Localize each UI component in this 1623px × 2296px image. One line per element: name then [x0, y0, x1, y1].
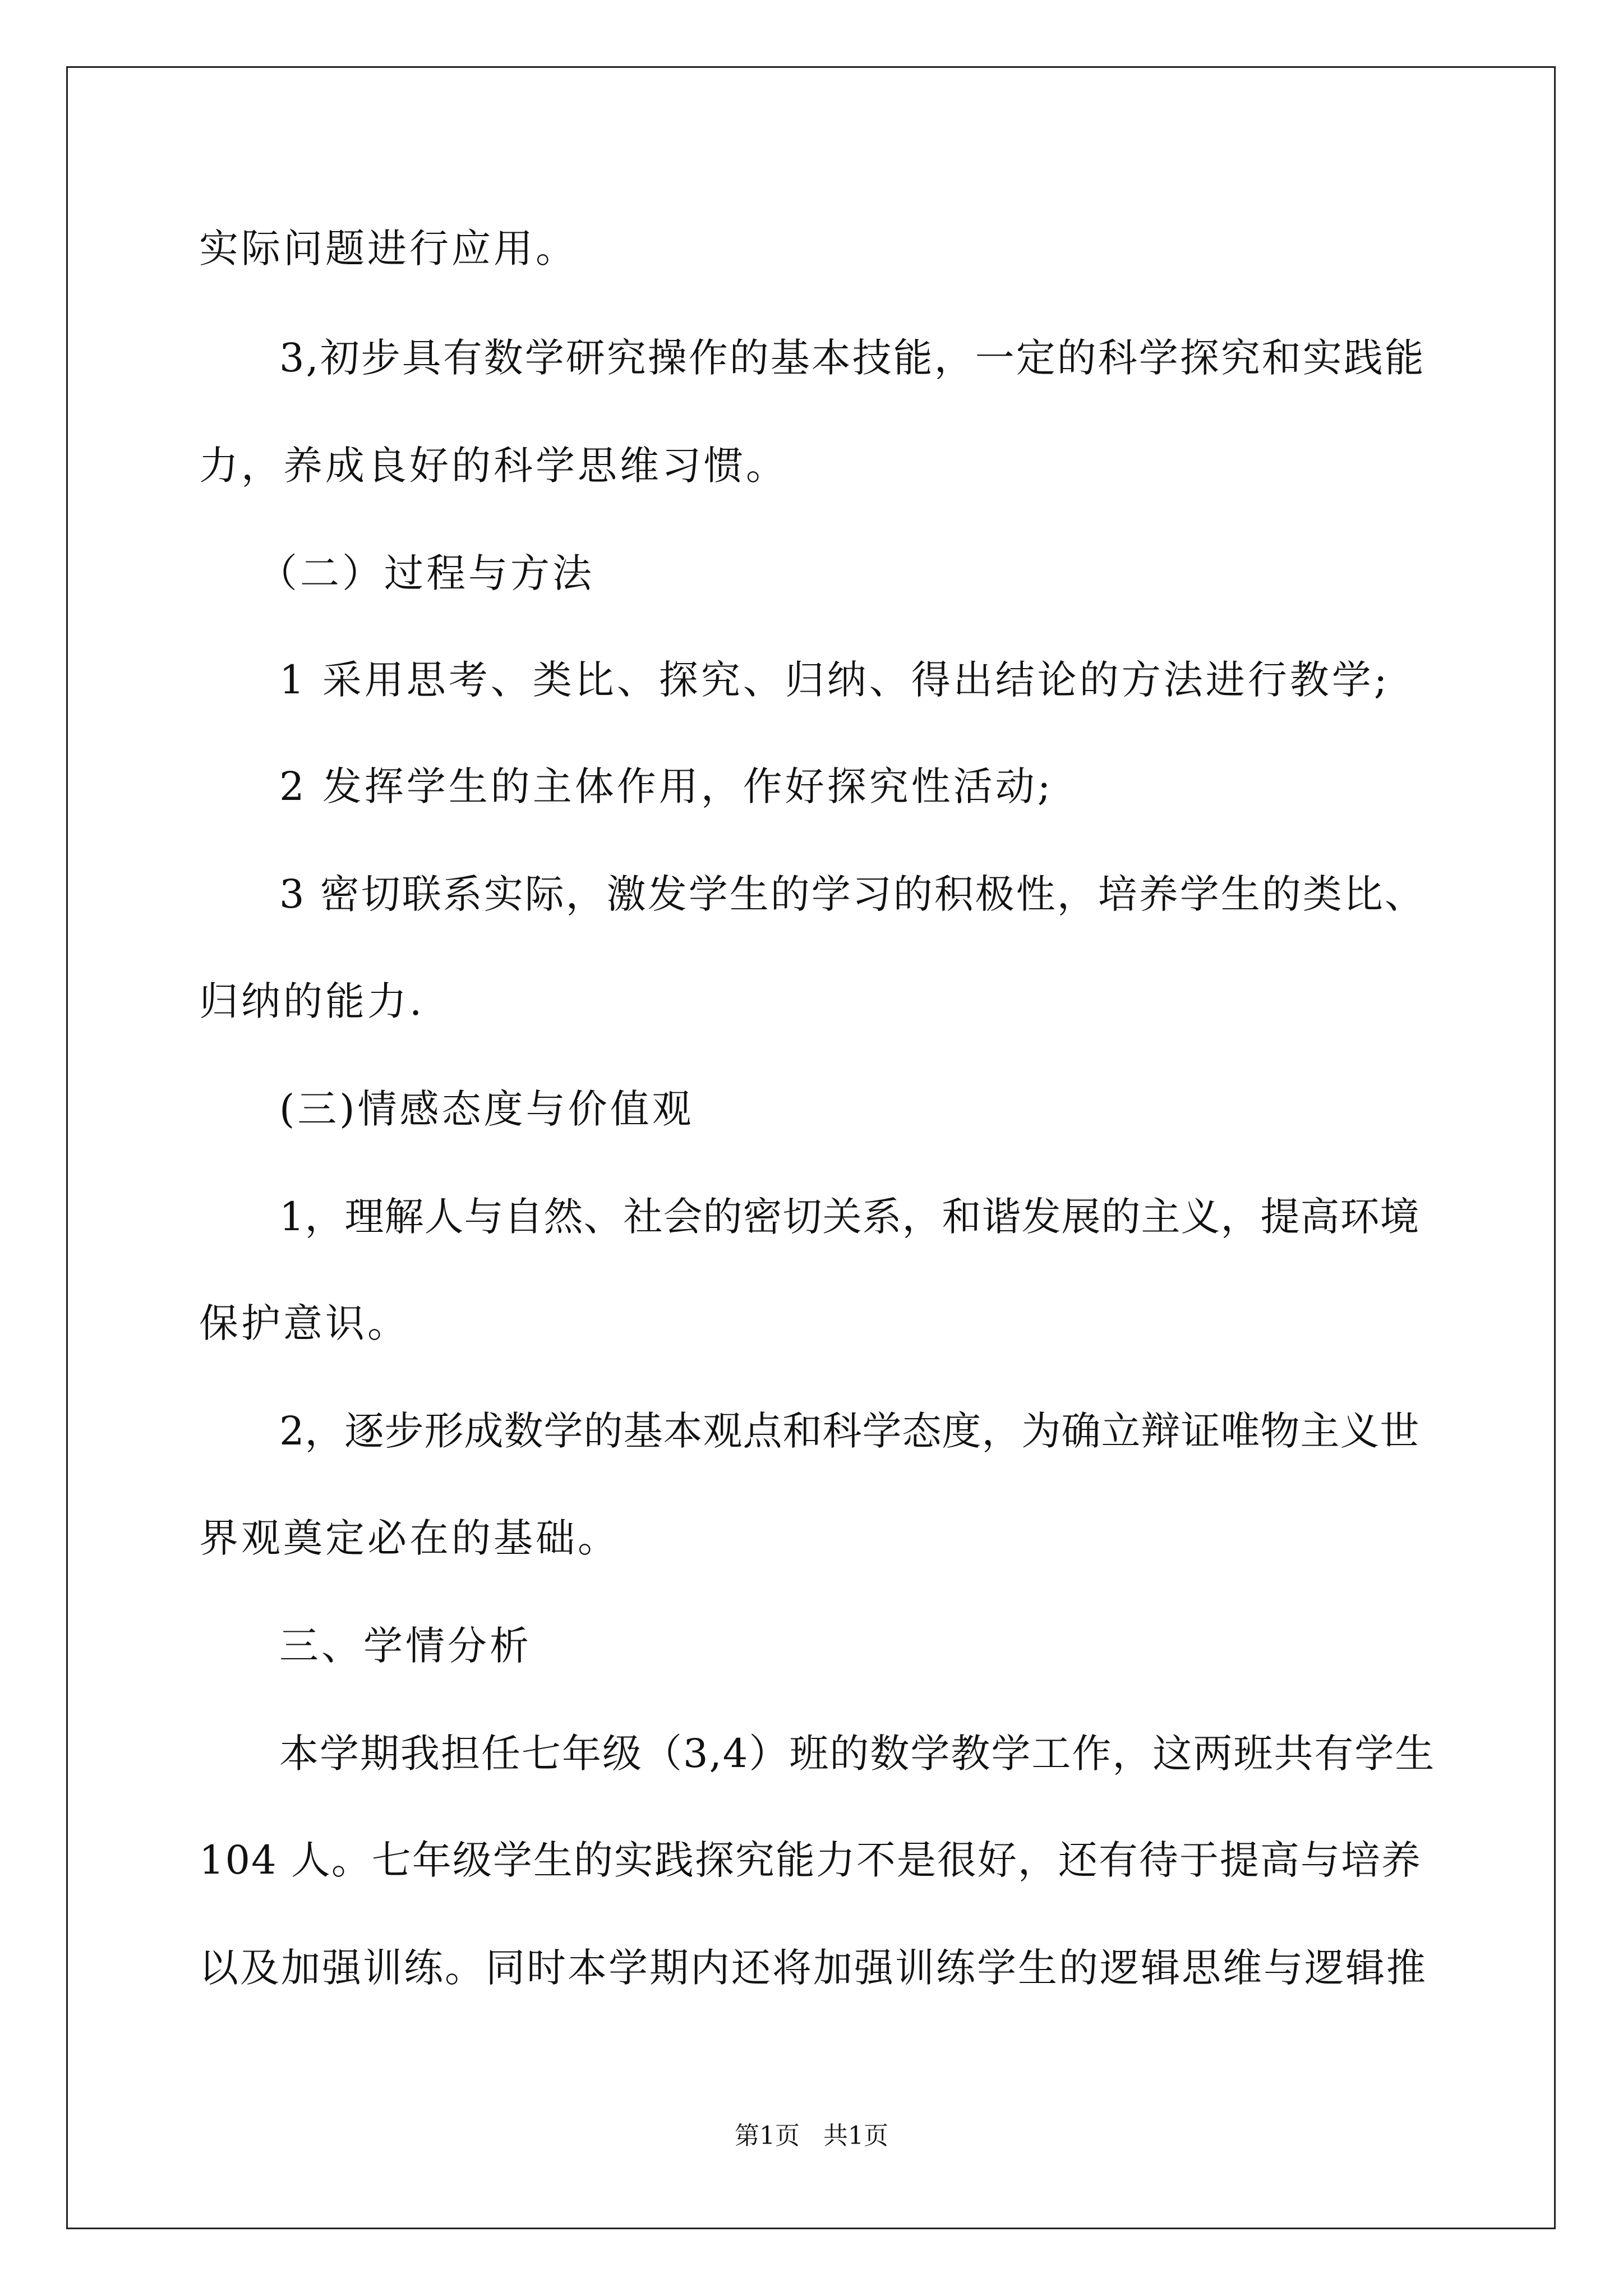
paragraph-line: 2，逐步形成数学的基本观点和科学态度，为确立辩证唯物主义世	[279, 1408, 1420, 1454]
paragraph-line: 3 密切联系实际，激发学生的学习的积极性，培养学生的类比、	[279, 871, 1426, 917]
paragraph-line: 以及加强训练。同时本学期内还将加强训练学生的逻辑思维与逻辑推	[199, 1945, 1427, 1991]
paragraph-line: 实际问题进行应用。	[199, 226, 578, 272]
paragraph-line: 1 采用思考、类比、探究、归纳、得出结论的方法进行教学;	[279, 657, 1390, 703]
paragraph-line: 保护意识。	[199, 1300, 409, 1346]
paragraph-line: 104 人。七年级学生的实践探究能力不是很好，还有待于提高与培养	[199, 1837, 1422, 1883]
paragraph-line: 力，养成良好的科学思维习惯。	[199, 443, 788, 489]
paragraph-line: 3,初步具有数学研究操作的基本技能，一定的科学探究和实践能	[279, 335, 1426, 381]
paragraph-line: 界观奠定必在的基础。	[199, 1515, 620, 1561]
section-heading: （二）过程与方法	[258, 550, 594, 596]
page-number-footer: 第1页 共1页	[735, 2122, 888, 2150]
paragraph-line: 1，理解人与自然、社会的密切关系，和谐发展的主义，提高环境	[279, 1194, 1420, 1240]
section-heading: (三)情感态度与价值观	[279, 1086, 694, 1132]
paragraph-line: 本学期我担任七年级（3,4）班的数学教学工作，这两班共有学生	[279, 1731, 1436, 1777]
paragraph-line: 归纳的能力.	[199, 978, 425, 1024]
page-border	[66, 66, 1556, 2229]
section-heading: 三、学情分析	[279, 1623, 532, 1669]
paragraph-line: 2 发挥学生的主体作用，作好探究性活动;	[279, 763, 1054, 809]
